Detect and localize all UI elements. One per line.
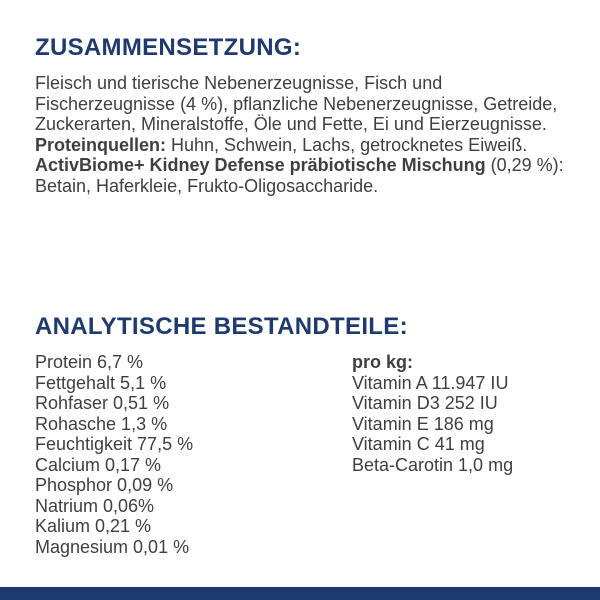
protein-sources-label: Proteinquellen: [35,134,167,155]
constituent-item: Fettgehalt 5,1 % [35,372,167,393]
composition-heading: ZUSAMMENSETZUNG: [35,34,302,61]
constituent-item: Calcium 0,17 % [35,454,162,475]
constituent-item: Protein 6,7 % [35,352,144,372]
additive-item: Vitamin C 41 mg [352,434,485,454]
footer-bar [0,587,600,600]
constituent-item: Kalium 0,21 % [35,516,152,536]
composition-paragraph [35,73,580,196]
additive-item: Vitamin A 11.947 IU [352,372,509,393]
additives-subheading: pro kg: [352,352,413,372]
composition-ingredients: Fleisch und tierische Nebenerzeugnisse, Fisch und Fischerzeugnisse (4 %), pflanzliche Nebenerzeugnisse, Getreide, Zuckerarten, Mineralstoffe, Öle und Fette, Ei und Eierzeugnisse. [35,73,558,134]
additive-item: Vitamin D3 252 IU [352,393,498,413]
constituent-item: Magnesium 0,01 % [35,536,190,557]
constituents-list [35,352,325,557]
additive-item: Vitamin E 186 mg [352,413,494,434]
prebiotic-blend-label: ActivBiome+ Kidney Defense präbiotische Mischung [35,155,486,175]
prebiotic-blend-text: (0,29 %): Betain, Haferkleie, Frukto-Oligosaccharide. [35,155,564,196]
additives-list [352,352,582,475]
constituent-item: Rohasche 1,3 % [35,413,168,434]
constituent-item: Feuchtigkeit 77,5 % [35,434,194,454]
analytics-heading: ANALYTISCHE BESTANDTEILE: [35,313,408,340]
constituent-item: Phosphor 0,09 % [35,475,174,495]
additive-item: Beta-Carotin 1,0 mg [352,454,514,475]
constituent-item: Natrium 0,06% [35,495,155,516]
protein-sources-text: Huhn, Schwein, Lachs, getrocknetes Eiweiß. [166,134,528,155]
constituent-item: Rohfaser 0,51 % [35,393,170,413]
